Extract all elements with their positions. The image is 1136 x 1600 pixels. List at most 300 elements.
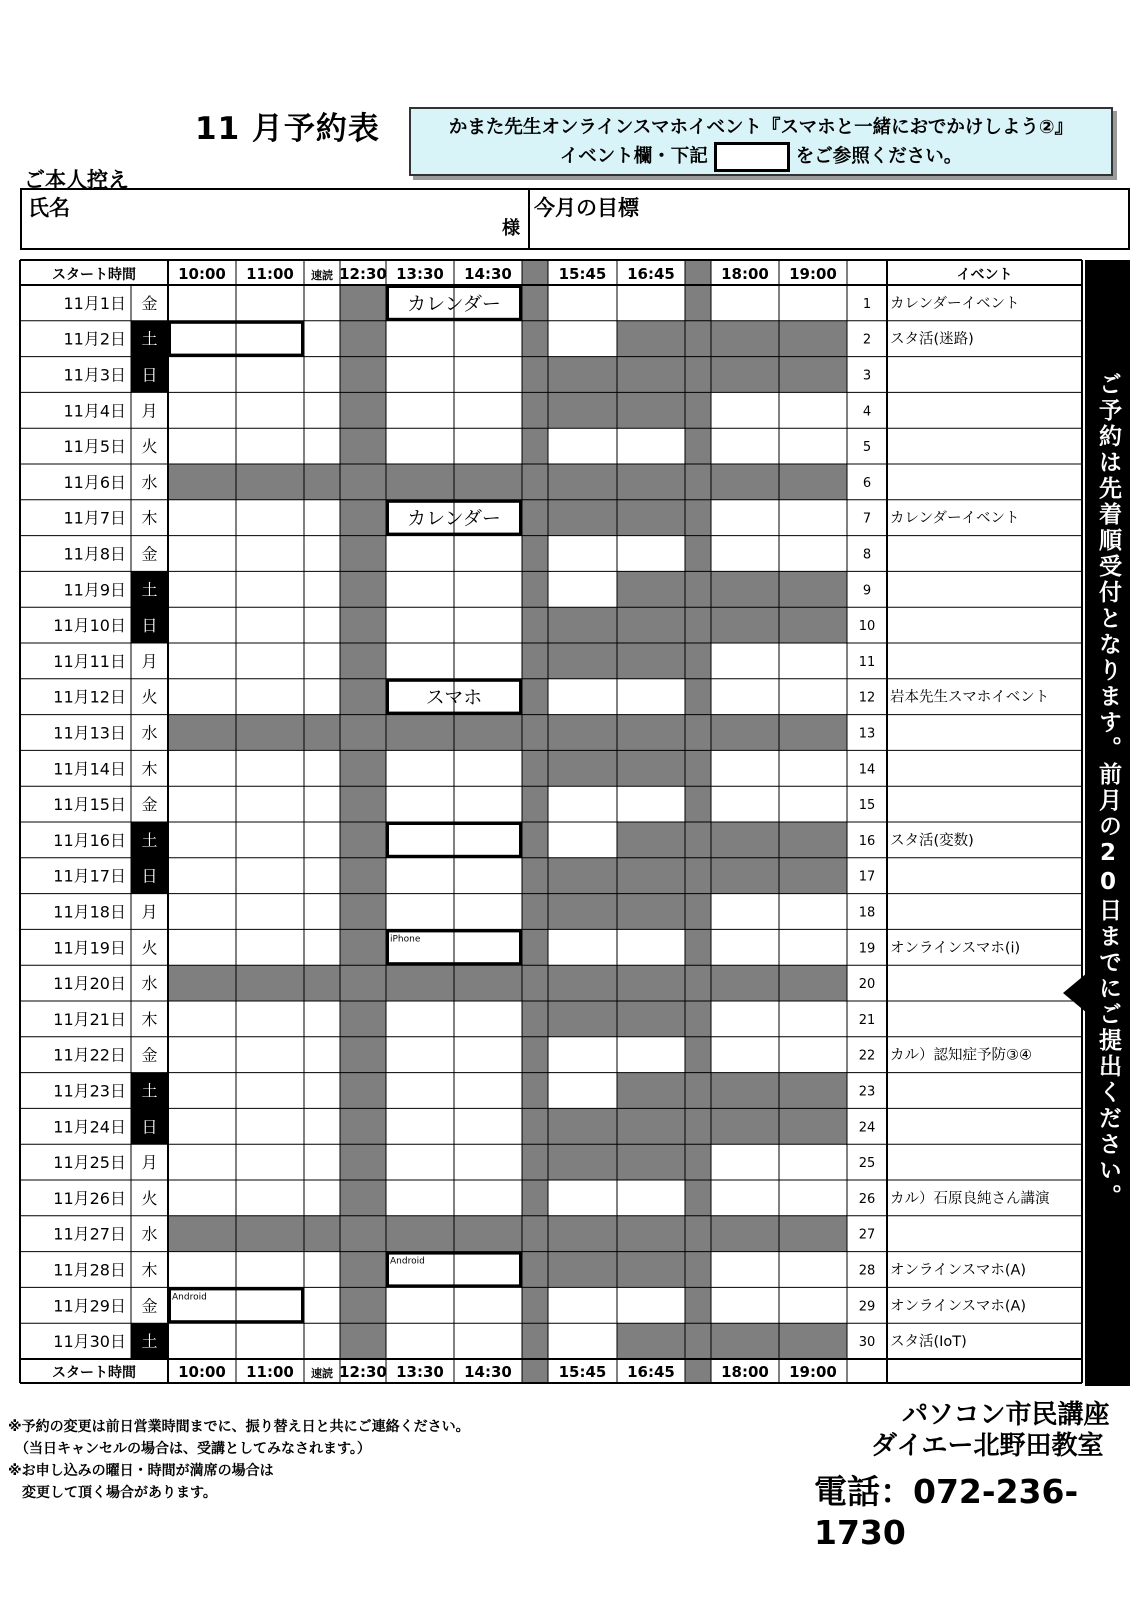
header-time-label: 13:30 [396,265,444,283]
shaded-slot [522,1216,548,1252]
shaded-slot [617,715,685,751]
shaded-slot [617,1108,685,1144]
shaded-slot [617,1001,685,1037]
day-number-cell: 19 [858,941,876,957]
event-cell: オンラインスマホ(i) [890,940,1021,957]
shaded-slot [522,965,548,1001]
shaded-slot [779,607,847,643]
weekday-cell: 月 [141,401,158,421]
weekday-cell: 土 [141,830,158,850]
date-cell: 11月7日 [63,508,126,528]
date-cell: 11月25日 [53,1153,126,1173]
shaded-slot [340,321,386,357]
shaded-slot [340,1216,386,1252]
day-number-cell: 3 [862,368,872,384]
shaded-slot [779,965,847,1001]
footer-time-label: 15:45 [558,1363,607,1381]
sidebar-text: ご予約は先着順受付となります。前月の20日までにご提出ください。 [1095,372,1121,1210]
shaded-slot [236,715,304,751]
footer-time-label: 18:00 [721,1363,769,1381]
day-number-cell: 27 [858,1227,876,1243]
shaded-slot [340,285,386,321]
day-number-cell: 21 [858,1012,876,1028]
shaded-slot [340,1252,386,1288]
shaded-slot [711,1108,779,1144]
shaded-slot [340,1180,386,1216]
shaded-slot [617,1216,685,1252]
banner-line-2b: をご参照ください。 [795,146,963,167]
date-cell: 11月3日 [63,365,126,385]
date-cell: 11月17日 [53,866,126,886]
shaded-slot [522,321,548,357]
shaded-slot [685,750,711,786]
note-2: （当日キャンセルの場合は、受講としてみなされます。） [8,1441,371,1457]
shaded-slot [522,607,548,643]
shaded-slot [685,1252,711,1288]
event-cell: カレンダーイベント [890,510,1020,527]
shaded-slot [340,929,386,965]
day-number-cell: 20 [858,977,876,993]
page-title: 11 月予約表 [195,111,380,147]
shaded-slot [685,1001,711,1037]
shaded-slot [548,392,617,428]
shaded-slot [522,929,548,965]
event-header: イベント [956,267,1013,283]
day-number-cell: 1 [862,296,872,312]
shaded-slot [685,500,711,536]
shaded-slot [522,822,548,858]
shaded-slot [685,428,711,464]
deadline-sidebar [1085,260,1130,1386]
header-time-label: 18:00 [721,265,769,283]
shaded-slot [548,965,617,1001]
day-number-cell: 17 [858,869,876,885]
shaded-slot [340,1001,386,1037]
shaded-slot [522,643,548,679]
note-4: 変更して頂く場合があります。 [8,1485,217,1501]
shaded-slot [522,500,548,536]
shaded-slot [711,464,779,500]
weekday-cell: 日 [141,866,158,886]
shaded-slot [168,715,236,751]
shaded-slot [304,715,340,751]
shaded-slot [711,1216,779,1252]
shaded-slot [340,500,386,536]
slot-event-label: カレンダー [407,292,501,315]
school-branch: ダイエー北野田教室 [871,1431,1104,1461]
weekday-cell: 木 [141,1260,158,1280]
day-number-cell: 6 [862,475,872,491]
phone-number: 電話：072-236-1730 [814,1472,1079,1552]
day-number-cell: 18 [858,905,876,921]
shaded-slot [340,1108,386,1144]
shaded-slot [685,786,711,822]
day-number-cell: 16 [858,833,876,849]
header-time-label: 16:45 [627,265,675,283]
weekday-cell: 火 [141,687,158,707]
header-shaded-col [522,260,548,285]
shaded-slot [522,1073,548,1109]
weekday-cell: 日 [141,365,158,385]
weekday-cell: 水 [141,723,158,743]
shaded-slot [548,894,617,930]
weekday-cell: 火 [141,437,158,457]
footer-shaded-col [522,1359,548,1383]
shaded-slot [779,1216,847,1252]
shaded-slot [340,894,386,930]
header-time-label: 10:00 [178,265,226,283]
shaded-slot [685,571,711,607]
shaded-slot [685,1037,711,1073]
day-number-cell: 30 [858,1335,876,1351]
event-cell: カレンダーイベント [890,295,1020,312]
shaded-slot [548,607,617,643]
shaded-slot [386,965,454,1001]
shaded-slot [779,858,847,894]
shaded-slot [548,464,617,500]
shaded-slot [779,571,847,607]
shaded-slot [617,822,685,858]
shaded-slot [340,858,386,894]
header-start-label: スタート時間 [52,267,136,283]
shaded-slot [168,1216,236,1252]
shaded-slot [522,894,548,930]
shaded-slot [711,715,779,751]
weekday-cell: 金 [141,293,158,313]
day-number-cell: 28 [858,1263,876,1279]
sidebar-arrow-icon [1063,973,1087,1013]
day-number-cell: 10 [858,619,876,635]
header-shaded-col [685,260,711,285]
day-number-cell: 12 [858,690,876,706]
shaded-slot [548,715,617,751]
shaded-slot [522,1108,548,1144]
event-cell: オンラインスマホ(A) [890,1262,1027,1279]
shaded-slot [340,428,386,464]
shaded-slot [685,1180,711,1216]
date-cell: 11月9日 [63,580,126,600]
shaded-slot [711,571,779,607]
weekday-cell: 水 [141,974,158,994]
weekday-cell: 月 [141,651,158,671]
shaded-slot [548,750,617,786]
date-cell: 11月21日 [53,1009,126,1029]
weekday-cell: 水 [141,1224,158,1244]
slot-device-label: Android [390,1256,425,1267]
shaded-slot [168,464,236,500]
school-name: パソコン市民講座 [902,1400,1110,1430]
shaded-slot [617,500,685,536]
footer-time-label: 11:00 [246,1363,294,1381]
date-cell: 11月26日 [53,1188,126,1208]
shaded-slot [522,1323,548,1359]
header-time-label: 12:30 [339,265,387,283]
shaded-slot [386,715,454,751]
shaded-slot [779,357,847,393]
shaded-slot [522,392,548,428]
day-number-cell: 29 [858,1299,876,1315]
shaded-slot [711,321,779,357]
shaded-slot [522,1180,548,1216]
shaded-slot [548,643,617,679]
shaded-slot [340,1287,386,1323]
slot-event-label: スマホ [425,686,483,709]
weekday-cell: 土 [141,329,158,349]
weekday-cell: 金 [141,1045,158,1065]
weekday-cell: 火 [141,1188,158,1208]
shaded-slot [386,464,454,500]
shaded-slot [685,929,711,965]
shaded-slot [548,1108,617,1144]
event-cell: スタ活(IoT) [890,1334,967,1351]
day-number-cell: 7 [862,511,872,527]
sama-label: 様 [502,218,520,239]
day-number-cell: 5 [862,440,872,456]
day-number-cell: 26 [858,1191,876,1207]
date-cell: 11月10日 [53,616,126,636]
shaded-slot [685,607,711,643]
footer-time-label: 12:30 [339,1363,387,1381]
date-cell: 11月2日 [63,329,126,349]
weekday-cell: 月 [141,1153,158,1173]
footer-time-label: 13:30 [396,1363,444,1381]
day-number-cell: 24 [858,1120,876,1136]
goal-label: 今月の目標 [534,196,639,220]
shaded-slot [548,1216,617,1252]
shaded-slot [779,464,847,500]
shaded-slot [617,1073,685,1109]
footer-shaded-col [685,1359,711,1383]
shaded-slot [340,607,386,643]
shaded-slot [522,679,548,715]
shaded-slot [386,1216,454,1252]
shaded-slot [522,571,548,607]
day-number-cell: 8 [862,547,872,563]
weekday-cell: 火 [141,938,158,958]
shaded-slot [685,1287,711,1323]
shaded-slot [617,1252,685,1288]
shaded-slot [779,822,847,858]
day-number-cell: 9 [862,583,872,599]
shaded-slot [685,965,711,1001]
shaded-slot [548,858,617,894]
shaded-slot [304,1216,340,1252]
shaded-slot [304,965,340,1001]
day-number-cell: 11 [858,654,876,670]
shaded-slot [685,822,711,858]
shaded-slot [168,965,236,1001]
date-cell: 11月24日 [53,1117,126,1137]
shaded-slot [340,1073,386,1109]
event-cell: オンラインスマホ(A) [890,1298,1027,1315]
date-cell: 11月12日 [53,687,126,707]
day-number-cell: 4 [862,404,872,420]
shaded-slot [522,285,548,321]
shaded-slot [522,1001,548,1037]
shaded-slot [617,965,685,1001]
header-time-label: 19:00 [789,265,837,283]
slot-device-label: iPhone [390,934,421,945]
shaded-slot [685,536,711,572]
shaded-slot [340,643,386,679]
shaded-slot [617,858,685,894]
shaded-slot [340,536,386,572]
name-label: 氏名 [28,196,70,220]
shaded-slot [617,607,685,643]
day-number-cell: 15 [858,798,876,814]
event-cell: スタ活(変数) [890,832,974,849]
shaded-slot [454,715,522,751]
weekday-cell: 土 [141,1081,158,1101]
shaded-slot [454,965,522,1001]
event-cell: カル）認知症予防③④ [890,1047,1032,1064]
date-cell: 11月19日 [53,938,126,958]
header-time-label: 14:30 [464,265,512,283]
shaded-slot [711,822,779,858]
header-time-label: 速読 [311,269,333,282]
shaded-slot [685,357,711,393]
shaded-slot [340,965,386,1001]
shaded-slot [617,357,685,393]
shaded-slot [522,750,548,786]
shaded-slot [548,1144,617,1180]
shaded-slot [685,894,711,930]
date-cell: 11月30日 [53,1332,126,1352]
shaded-slot [711,1323,779,1359]
shaded-slot [685,1323,711,1359]
shaded-slot [779,1323,847,1359]
shaded-slot [779,715,847,751]
shaded-slot [340,464,386,500]
shaded-slot [522,357,548,393]
day-number-cell: 23 [858,1084,876,1100]
date-cell: 11月29日 [53,1296,126,1316]
day-number-cell: 2 [862,332,872,348]
shaded-slot [617,894,685,930]
shaded-slot [522,1144,548,1180]
slot-event-label: カレンダー [407,507,501,530]
footer-start-label: スタート時間 [52,1365,136,1381]
day-number-cell: 14 [858,762,876,778]
shaded-slot [548,1252,617,1288]
date-cell: 11月27日 [53,1224,126,1244]
weekday-cell: 木 [141,759,158,779]
banner-line-2a: イベント欄・下記 [559,146,708,167]
weekday-cell: 金 [141,544,158,564]
shaded-slot [711,858,779,894]
shaded-slot [522,1287,548,1323]
shaded-slot [685,1073,711,1109]
shaded-slot [454,1216,522,1252]
event-cell: スタ活(迷路) [890,331,974,348]
footer-time-label: 10:00 [178,1363,226,1381]
shaded-slot [340,786,386,822]
footer-time-label: 14:30 [464,1363,512,1381]
shaded-slot [522,715,548,751]
date-cell: 11月1日 [63,293,126,313]
shaded-slot [617,750,685,786]
shaded-slot [522,786,548,822]
shaded-slot [340,679,386,715]
date-cell: 11月23日 [53,1081,126,1101]
shaded-slot [340,1144,386,1180]
shaded-slot [711,607,779,643]
footer-time-label: 速読 [311,1367,333,1380]
day-number-cell: 22 [858,1048,876,1064]
shaded-slot [522,1037,548,1073]
shaded-slot [236,965,304,1001]
weekday-cell: 月 [141,902,158,922]
header-time-label: 15:45 [558,265,607,283]
date-cell: 11月14日 [53,759,126,779]
shaded-slot [522,536,548,572]
note-3: ※お申し込みの曜日・時間が満席の場合は [8,1463,274,1479]
banner-line-1: かまた先生オンラインスマホイベント『スマホと一緒におでかけしよう②』 [448,117,1074,138]
shaded-slot [522,464,548,500]
shaded-slot [779,321,847,357]
day-number-cell: 25 [858,1156,876,1172]
shaded-slot [685,1108,711,1144]
day-number-cell: 13 [858,726,876,742]
weekday-cell: 水 [141,472,158,492]
shaded-slot [685,321,711,357]
slot-device-label: Android [172,1292,207,1303]
date-cell: 11月22日 [53,1045,126,1065]
date-cell: 11月28日 [53,1260,126,1280]
weekday-cell: 日 [141,1117,158,1137]
shaded-slot [340,750,386,786]
weekday-cell: 金 [141,1296,158,1316]
shaded-slot [617,571,685,607]
date-cell: 11月8日 [63,544,126,564]
footer-time-label: 19:00 [789,1363,837,1381]
shaded-slot [685,715,711,751]
weekday-cell: 土 [141,580,158,600]
shaded-slot [685,679,711,715]
shaded-slot [617,321,685,357]
shaded-slot [236,464,304,500]
shaded-slot [685,1144,711,1180]
shaded-slot [340,357,386,393]
date-cell: 11月6日 [63,472,126,492]
date-cell: 11月11日 [53,651,126,671]
shaded-slot [340,392,386,428]
date-cell: 11月4日 [63,401,126,421]
shaded-slot [711,1073,779,1109]
shaded-slot [685,464,711,500]
shaded-slot [236,1216,304,1252]
shaded-slot [779,1108,847,1144]
shaded-slot [340,822,386,858]
shaded-slot [340,1323,386,1359]
shaded-slot [548,357,617,393]
shaded-slot [454,464,522,500]
shaded-slot [617,392,685,428]
weekday-cell: 木 [141,1009,158,1029]
shaded-slot [548,500,617,536]
copy-label: ご本人控え [24,168,129,192]
note-1: ※予約の変更は前日営業時間までに、振り替え日と共にご連絡ください。 [8,1419,470,1435]
shaded-slot [522,1252,548,1288]
shaded-slot [617,1144,685,1180]
shaded-slot [522,428,548,464]
shaded-slot [617,643,685,679]
weekday-cell: 金 [141,795,158,815]
date-cell: 11月20日 [53,974,126,994]
shaded-slot [617,1323,685,1359]
shaded-slot [340,1037,386,1073]
shaded-slot [711,965,779,1001]
